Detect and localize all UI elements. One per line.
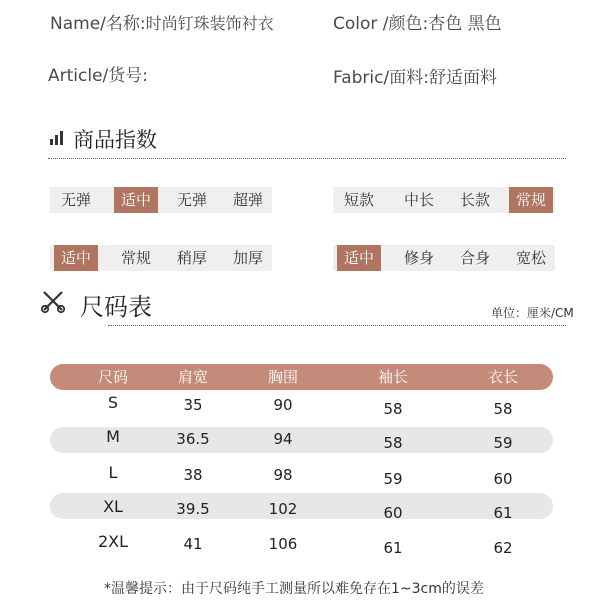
size-name-cell: 2XL	[97, 532, 129, 551]
index-option: 中长	[403, 191, 434, 209]
table-cell: 41	[183, 535, 203, 553]
table-cell: 36.5	[176, 430, 210, 448]
name-value: 时尚钉珠装饰衬衣	[145, 14, 274, 33]
article-label: Article/货号:	[48, 66, 148, 86]
scissors-icon	[40, 288, 66, 314]
column-header: 胸围	[267, 368, 298, 386]
size-name-cell: XL	[103, 497, 123, 516]
index-row	[333, 187, 555, 213]
index-row	[333, 245, 555, 271]
fabric-value: 舒适面料	[428, 68, 497, 88]
table-cell: 94	[273, 430, 293, 448]
table-cell: 106	[268, 535, 298, 553]
table-cell: 35	[183, 396, 203, 414]
index-option-selected: 常规	[509, 187, 553, 213]
table-cell: 59	[383, 470, 403, 488]
index-option: 合身	[459, 249, 490, 267]
table-cell: 62	[493, 539, 513, 557]
index-option: 稍厚	[176, 249, 207, 267]
table-cell: 60	[383, 504, 403, 522]
index-option: 长款	[459, 191, 490, 209]
size-name-cell: S	[107, 393, 119, 412]
index-option: 超弹	[232, 191, 263, 209]
table-cell: 61	[493, 504, 513, 522]
divider	[108, 325, 566, 326]
table-cell: 38	[183, 466, 203, 484]
size-name-cell: L	[108, 463, 118, 482]
color-label: Color /颜色:杏色 黑色	[333, 14, 502, 34]
index-option-selected: 适中	[114, 187, 158, 213]
table-cell: 58	[383, 434, 403, 452]
color-value: 杏色 黑色	[428, 14, 502, 34]
index-option: 无弹	[60, 191, 91, 209]
name-label: Name/名称:时尚钉珠装饰衬衣	[50, 14, 274, 34]
table-cell: 58	[493, 400, 513, 418]
column-header: 袖长	[377, 368, 408, 386]
index-option-selected: 适中	[337, 245, 381, 271]
index-option: 短款	[343, 191, 374, 209]
fabric-label: Fabric/面料:舒适面料	[333, 68, 497, 88]
index-option: 常规	[120, 249, 151, 267]
size-section-title: 尺码表	[80, 293, 152, 321]
column-header: 衣长	[487, 368, 518, 386]
column-header: 肩宽	[177, 368, 208, 386]
index-option: 加厚	[232, 249, 263, 267]
bar-chart-icon	[50, 131, 66, 145]
table-cell: 60	[493, 470, 513, 488]
size-name-cell: M	[106, 427, 120, 446]
table-cell: 61	[383, 539, 403, 557]
index-section-title: 商品指数	[73, 128, 157, 152]
table-cell: 102	[268, 500, 298, 518]
footnote: *温馨提示：由于尺码纯手工测量所以难免存在1~3cm的误差	[104, 581, 484, 597]
index-row	[50, 187, 272, 213]
column-header: 尺码	[97, 368, 128, 386]
table-cell: 98	[273, 466, 293, 484]
index-row	[50, 245, 272, 271]
index-option: 宽松	[515, 249, 546, 267]
table-cell: 90	[273, 396, 293, 414]
divider	[48, 158, 566, 159]
table-cell: 58	[383, 400, 403, 418]
table-cell: 39.5	[176, 500, 210, 518]
unit-label: 单位：厘米/CM	[491, 306, 574, 320]
index-option: 修身	[403, 249, 434, 267]
index-option-selected: 适中	[54, 245, 98, 271]
index-option: 无弹	[176, 191, 207, 209]
table-header	[50, 364, 553, 390]
table-cell: 59	[493, 434, 513, 452]
